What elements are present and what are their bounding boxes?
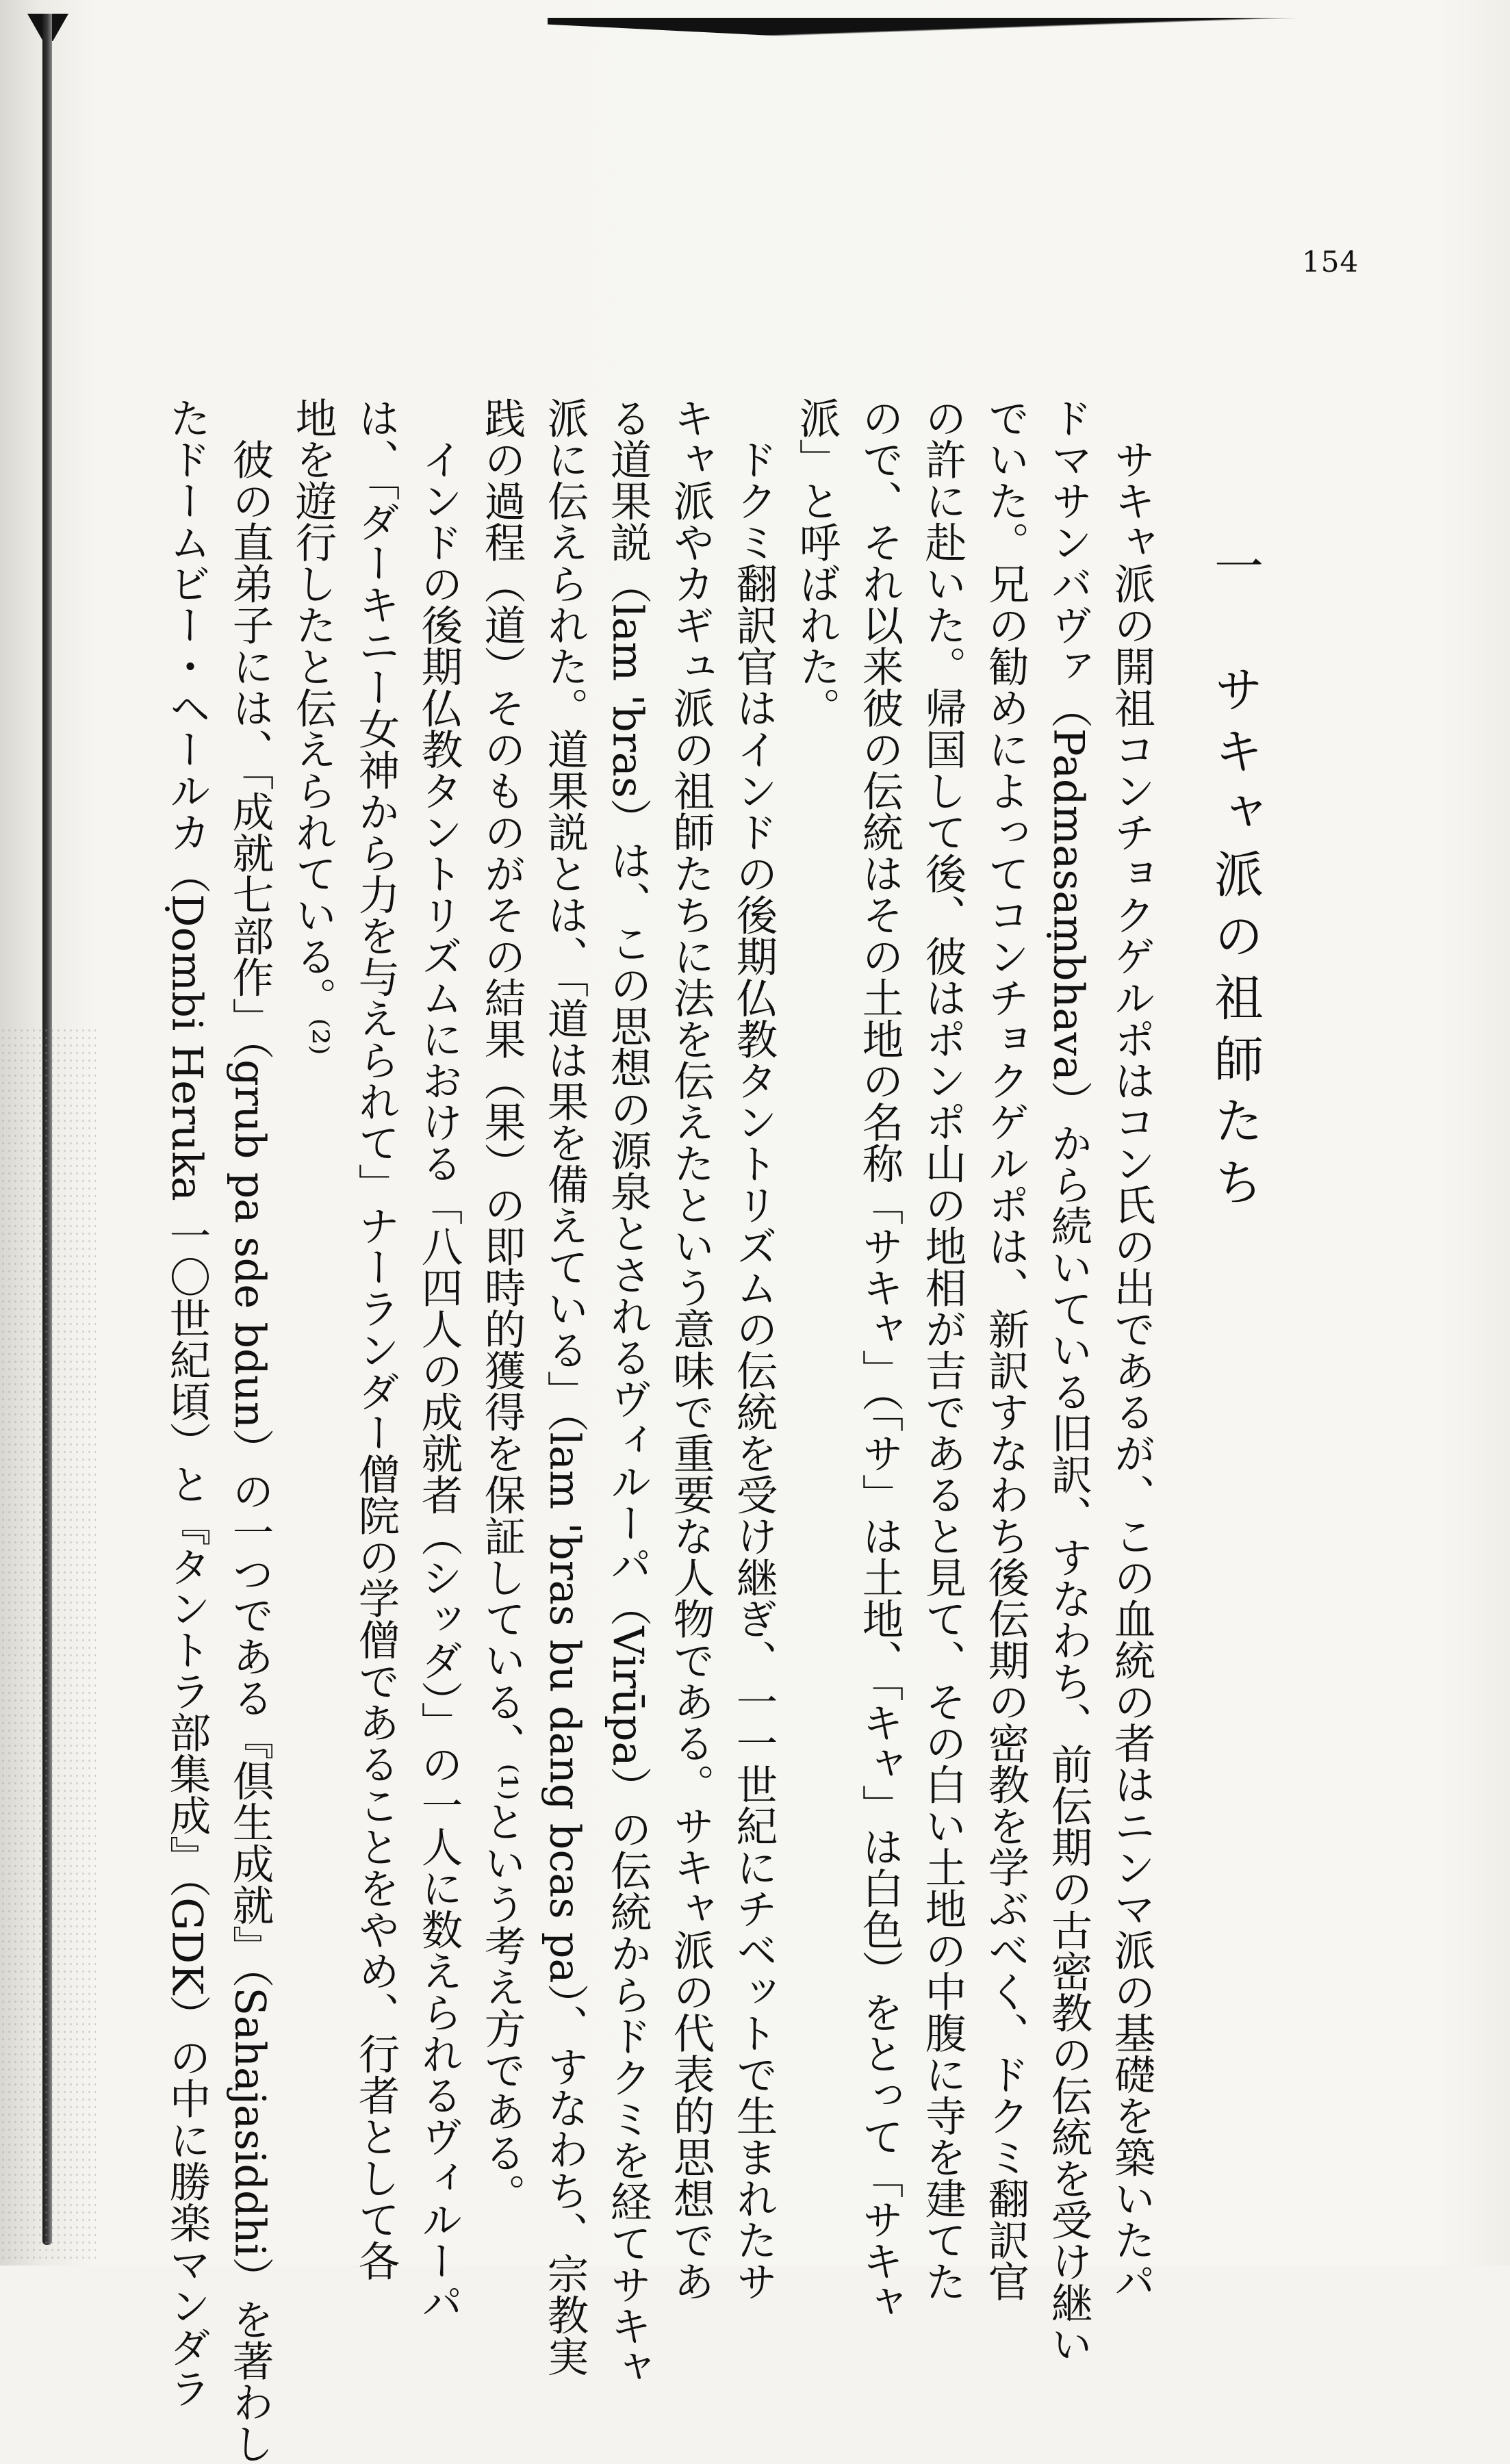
section-heading: 一 サキャ派の祖師たち	[1206, 541, 1264, 1218]
text-line: 彼の直弟子には、「成就七部作」（grub pa sde bdun）の一つである『倶生成就』（Sahajasiddhi）を著わし	[225, 397, 274, 2464]
scan-noise	[0, 1027, 96, 2259]
page-number: 154	[1302, 245, 1359, 279]
text-line: ドクミ翻訳官はインドの後期仏教タントリズムの伝統を受け継ぎ、一一世紀にチベットで生まれたサ	[729, 397, 778, 2302]
text-line: の許に赴いた。帰国して後、彼はポンポ山の地相が吉であると見て、その白い土地の中腹に寺を建てた	[918, 397, 967, 2302]
text-line: 地を遊行したと伝えられている。⁽²⁾	[288, 397, 337, 1055]
text-line: る道果説（lam 'bras）は、この思想の源泉とされるヴィルーパ（Virūpa）の伝統からドクミを経てサキャ	[603, 397, 652, 2388]
text-line: 派に伝えられた。道果説とは、「道は果を備えている」（lam 'bras bu dang bcas pa）、すなわち、宗教実	[540, 397, 589, 2377]
text-line: インドの後期仏教タントリズムにおける「八四人の成就者（シッダ）」の一人に数えられるヴィルーパ	[414, 397, 463, 2323]
text-line: キャ派やカギュ派の祖師たちに法を伝えたという意味で重要な人物である。サキャ派の代表的思想であ	[666, 397, 715, 2302]
text-line: サキャ派の開祖コンチョクゲルポはコン氏の出であるが、この血統の者はニンマ派の基礎を築いたパ	[1107, 397, 1155, 2302]
text-line: 践の過程（道）そのものがその結果（果）の即時的獲得を保証している、⁽¹⁾という考え方である。	[477, 397, 526, 2215]
text-line: は、「ダーキニー女神から力を与えられて」ナーランダー僧院の学僧であることをやめ、行者として各	[351, 397, 400, 2281]
text-line: でいた。兄の勧めによってコンチョクゲルポは、新訳すなわち後伝期の密教を学ぶべく、ドクミ翻訳官	[981, 397, 1029, 2302]
top-scan-edge	[548, 18, 1510, 73]
text-line: たドームビー・ヘールカ（Ḍombi Heruka 一〇世紀頃）と『タントラ部集成』（GDK）の中に勝楽マンダラ	[162, 397, 211, 2409]
text-line: ドマサンバヴァ（Padmasaṃbhava）から続いている旧訳、すなわち、前伝期の古密教の伝統を受け継い	[1044, 397, 1092, 2365]
text-line: 派」と呼ばれた。	[792, 397, 841, 728]
text-line: ので、それ以来彼の伝統はその土地の名称「サキャ」（「サ」は土地、「キャ」は白色）をとって「サキャ	[855, 397, 904, 2323]
